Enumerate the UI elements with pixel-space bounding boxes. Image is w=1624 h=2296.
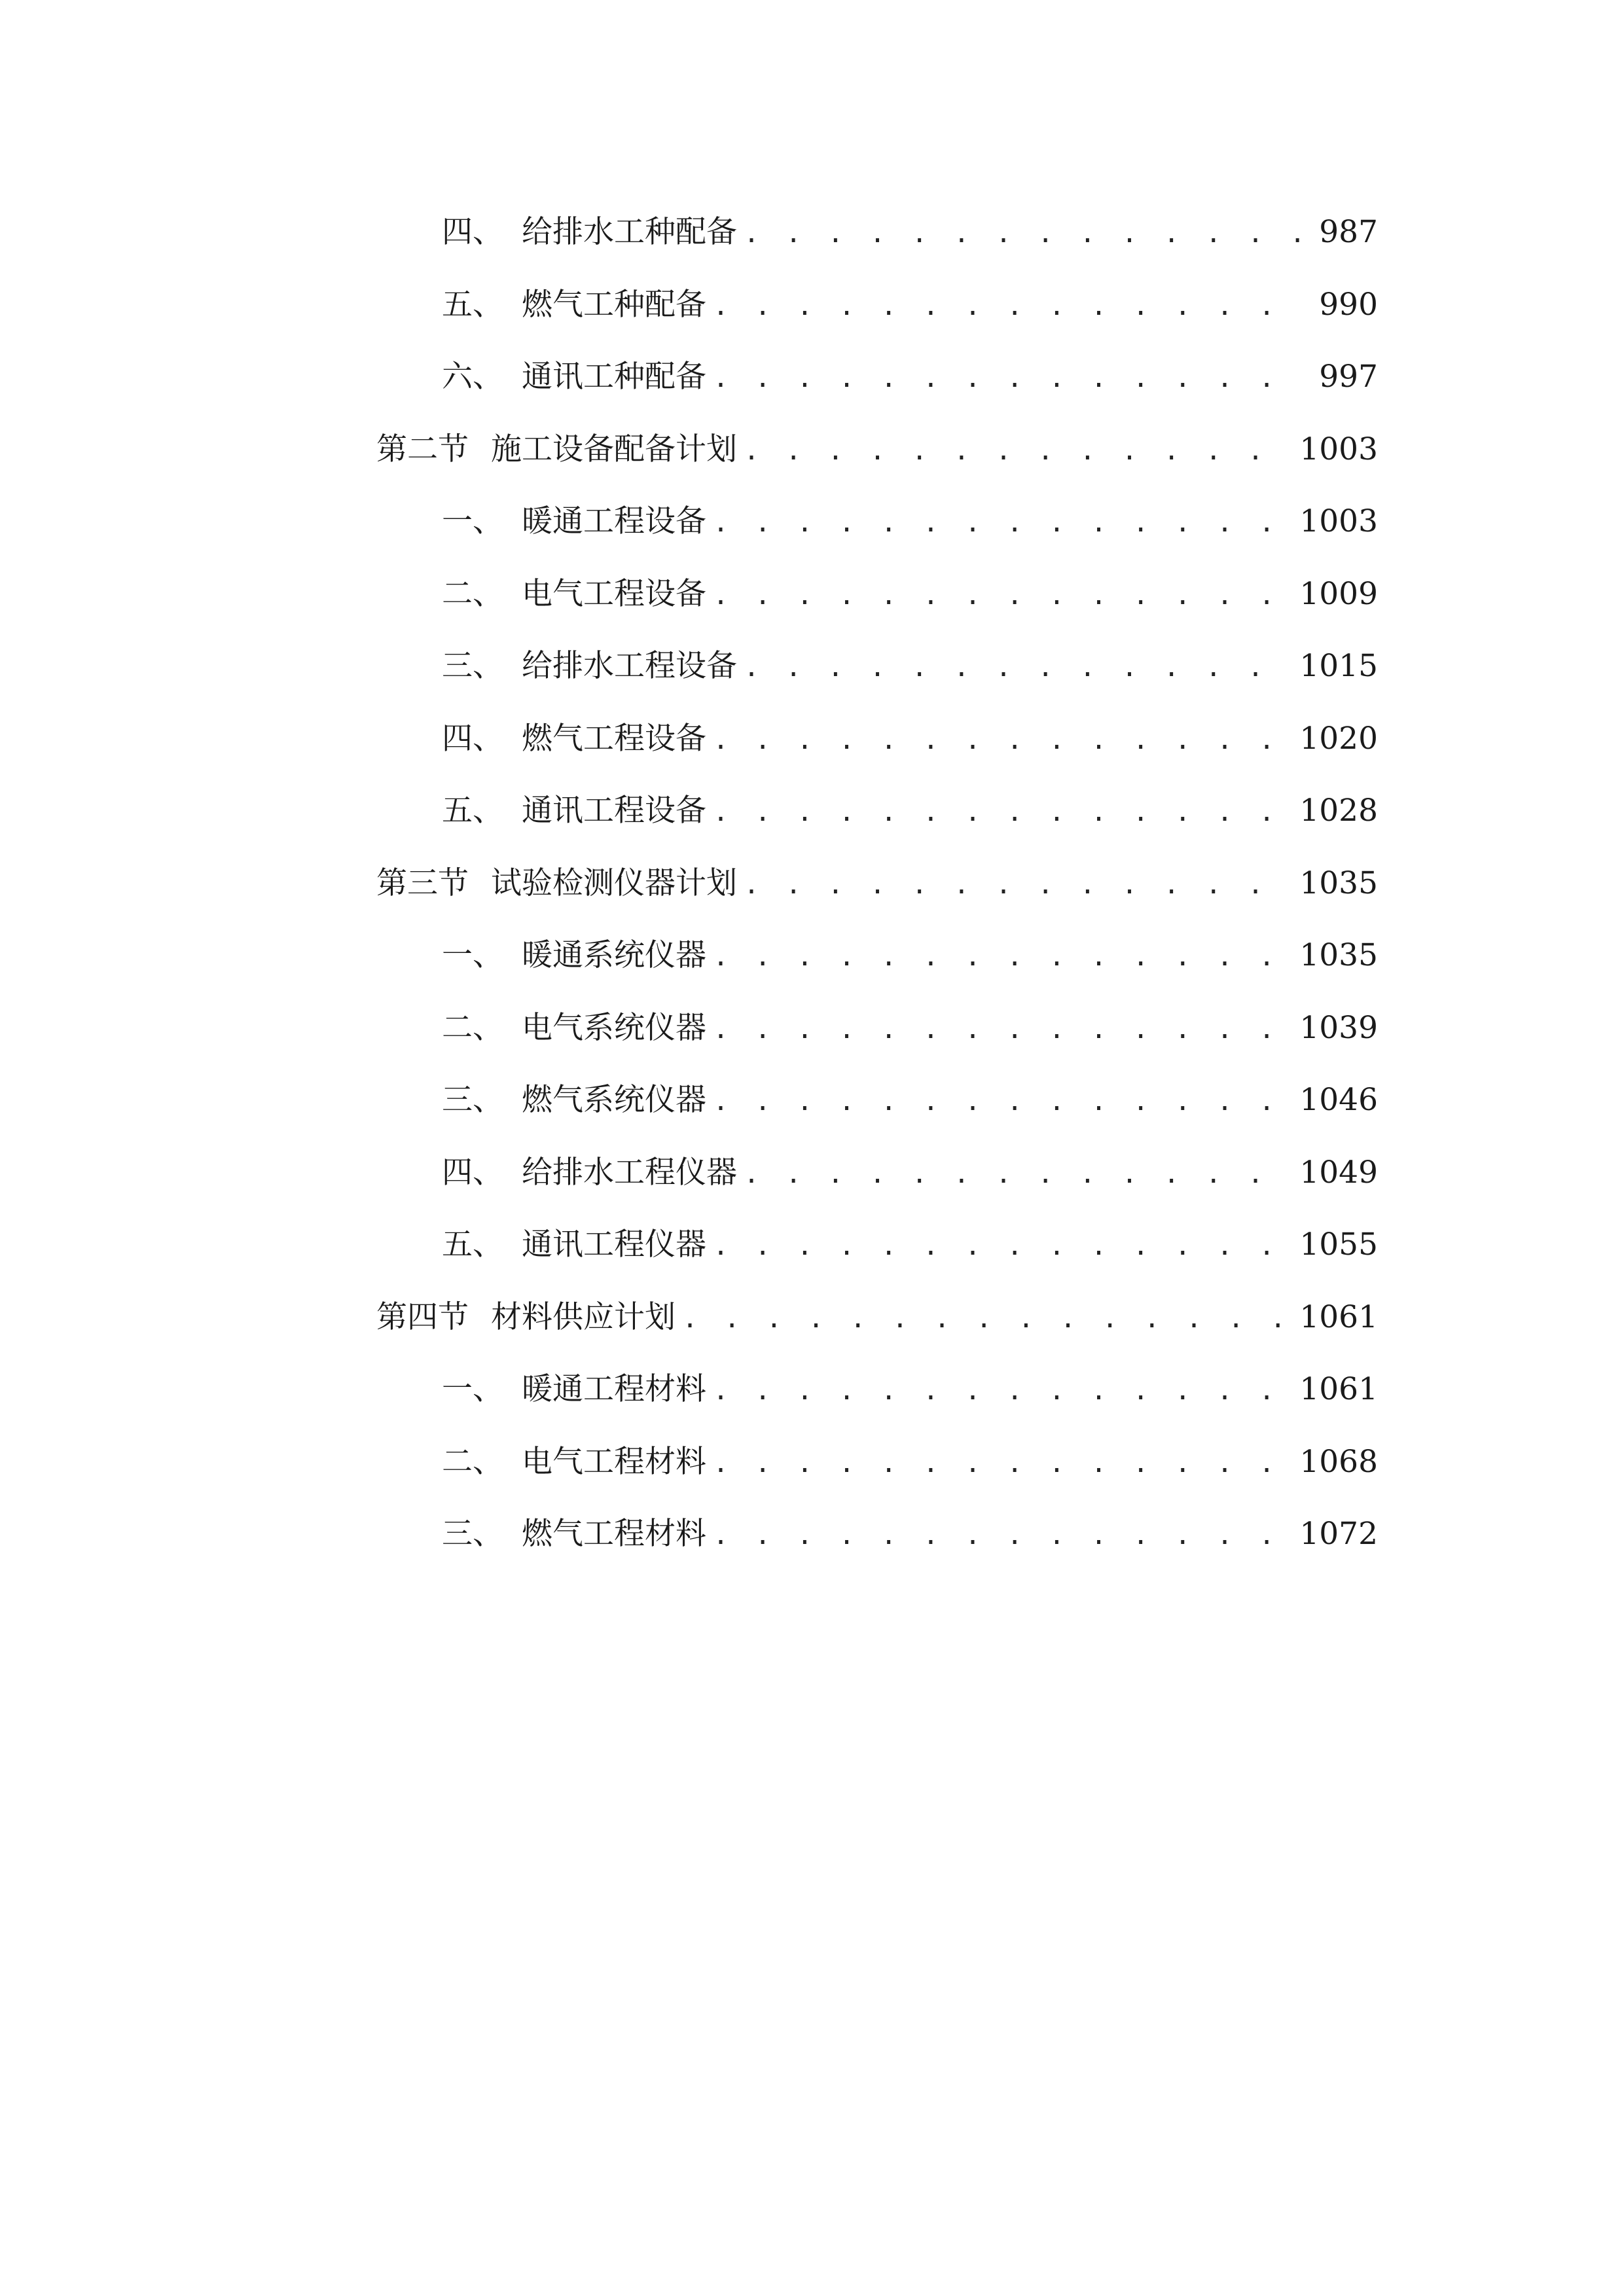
toc-entry-page: 1055 xyxy=(1299,1227,1378,1263)
toc-section-title: 施工设备配备计划 xyxy=(491,431,737,467)
toc-entry-number: 四、 xyxy=(442,1154,503,1191)
toc-entry-title: 暖通系统仪器 xyxy=(522,937,706,973)
toc-dot-leader xyxy=(744,198,1305,270)
toc-entry-number: 三、 xyxy=(442,1082,503,1118)
toc-entry-title: 电气工程设备 xyxy=(522,575,706,612)
toc-entry[interactable] xyxy=(376,1209,1378,1282)
toc-section-page: 1035 xyxy=(1299,865,1378,901)
toc-section-entry[interactable] xyxy=(376,414,1378,486)
toc-section-title: 试验检测仪器计划 xyxy=(491,865,737,901)
toc-entry[interactable] xyxy=(376,341,1378,414)
toc-entry-number: 四、 xyxy=(442,720,503,757)
toc-entry-number: 五、 xyxy=(442,286,503,323)
toc-entry-page: 1072 xyxy=(1299,1516,1378,1552)
toc-entry[interactable] xyxy=(376,775,1378,848)
toc-entry[interactable] xyxy=(376,269,1378,342)
toc-section-number: 第四节 xyxy=(376,1299,469,1335)
toc-entry[interactable] xyxy=(376,196,1378,269)
toc-entry-title: 给排水工程设备 xyxy=(522,648,737,684)
toc-section-entry[interactable] xyxy=(376,848,1378,920)
toc-entry-number: 一、 xyxy=(442,1371,503,1407)
toc-entry[interactable] xyxy=(376,1426,1378,1499)
toc-entry-number: 一、 xyxy=(442,937,503,973)
toc-entry-number: 一、 xyxy=(442,503,503,539)
toc-dot-leader xyxy=(682,1283,1291,1355)
toc-entry-page: 1068 xyxy=(1299,1443,1378,1480)
toc-entry-number: 四、 xyxy=(442,214,503,250)
toc-dot-leader xyxy=(713,487,1291,560)
toc-dot-leader xyxy=(713,270,1305,343)
toc-entry-title: 燃气系统仪器 xyxy=(522,1082,706,1118)
toc-entry[interactable] xyxy=(376,920,1378,992)
toc-dot-leader xyxy=(713,704,1291,777)
toc-dot-leader xyxy=(713,776,1291,849)
toc-entry[interactable] xyxy=(376,992,1378,1065)
toc-entry[interactable] xyxy=(376,1498,1378,1571)
toc-entry-title: 暖通工程材料 xyxy=(522,1371,706,1407)
toc-entry-page: 1061 xyxy=(1299,1371,1378,1407)
toc-section-page: 1061 xyxy=(1299,1299,1378,1335)
toc-entry-page: 1046 xyxy=(1299,1082,1378,1118)
toc-entry[interactable] xyxy=(376,558,1378,631)
toc-entry[interactable] xyxy=(376,703,1378,776)
toc-entry-page: 1049 xyxy=(1299,1154,1378,1191)
toc-dot-leader xyxy=(713,1427,1291,1500)
toc-entry-title: 燃气工程设备 xyxy=(522,720,706,757)
toc-section-number: 第二节 xyxy=(376,431,469,467)
toc-dot-leader xyxy=(744,849,1291,922)
toc-dot-leader xyxy=(713,1210,1291,1283)
toc-entry-page: 1039 xyxy=(1299,1009,1378,1046)
toc-dot-leader xyxy=(713,560,1291,632)
toc-entry-number: 五、 xyxy=(442,793,503,829)
toc-dot-leader xyxy=(713,921,1291,994)
toc-section-entry[interactable] xyxy=(376,1282,1378,1354)
toc-entry-page: 1035 xyxy=(1299,937,1378,973)
toc-entry-title: 燃气工程材料 xyxy=(522,1516,706,1552)
toc-dot-leader xyxy=(744,415,1291,488)
toc-entry-page: 1020 xyxy=(1299,720,1378,757)
toc-entry-page: 990 xyxy=(1319,286,1378,323)
toc-entry[interactable] xyxy=(376,1064,1378,1137)
toc-entry-page: 1003 xyxy=(1299,503,1378,539)
toc-section-number: 第三节 xyxy=(376,865,469,901)
toc-entry-number: 三、 xyxy=(442,1516,503,1552)
toc-entry-title: 通讯工程仪器 xyxy=(522,1227,706,1263)
toc-entry-title: 燃气工种配备 xyxy=(522,286,706,323)
toc-entry-title: 给排水工种配备 xyxy=(522,214,737,250)
toc-entry[interactable] xyxy=(376,486,1378,558)
toc-entry-page: 1009 xyxy=(1299,575,1378,612)
toc-dot-leader xyxy=(713,994,1291,1066)
toc-entry-number: 六、 xyxy=(442,359,503,395)
toc-entry-title: 暖通工程设备 xyxy=(522,503,706,539)
toc-dot-leader xyxy=(744,632,1291,704)
toc-entry-title: 给排水工程仪器 xyxy=(522,1154,737,1191)
table-of-contents xyxy=(376,196,1378,1571)
toc-entry[interactable] xyxy=(376,1354,1378,1426)
toc-entry-title: 通讯工种配备 xyxy=(522,359,706,395)
toc-section-title: 材料供应计划 xyxy=(491,1299,676,1335)
toc-entry-page: 1028 xyxy=(1299,793,1378,829)
toc-entry-title: 电气系统仪器 xyxy=(522,1009,706,1046)
toc-entry-title: 电气工程材料 xyxy=(522,1443,706,1480)
toc-entry-page: 997 xyxy=(1319,359,1378,395)
toc-entry-number: 二、 xyxy=(442,1009,503,1046)
toc-entry[interactable] xyxy=(376,630,1378,703)
toc-entry[interactable] xyxy=(376,1137,1378,1210)
toc-entry-page: 987 xyxy=(1319,214,1378,250)
toc-dot-leader xyxy=(744,1138,1291,1211)
toc-dot-leader xyxy=(713,1499,1291,1572)
toc-dot-leader xyxy=(713,1066,1291,1138)
toc-section-page: 1003 xyxy=(1299,431,1378,467)
toc-entry-page: 1015 xyxy=(1299,648,1378,684)
toc-dot-leader xyxy=(713,1355,1291,1427)
toc-entry-number: 三、 xyxy=(442,648,503,684)
toc-entry-number: 五、 xyxy=(442,1227,503,1263)
toc-dot-leader xyxy=(713,342,1305,415)
toc-entry-number: 二、 xyxy=(442,1443,503,1480)
toc-entry-number: 二、 xyxy=(442,575,503,612)
toc-entry-title: 通讯工程设备 xyxy=(522,793,706,829)
